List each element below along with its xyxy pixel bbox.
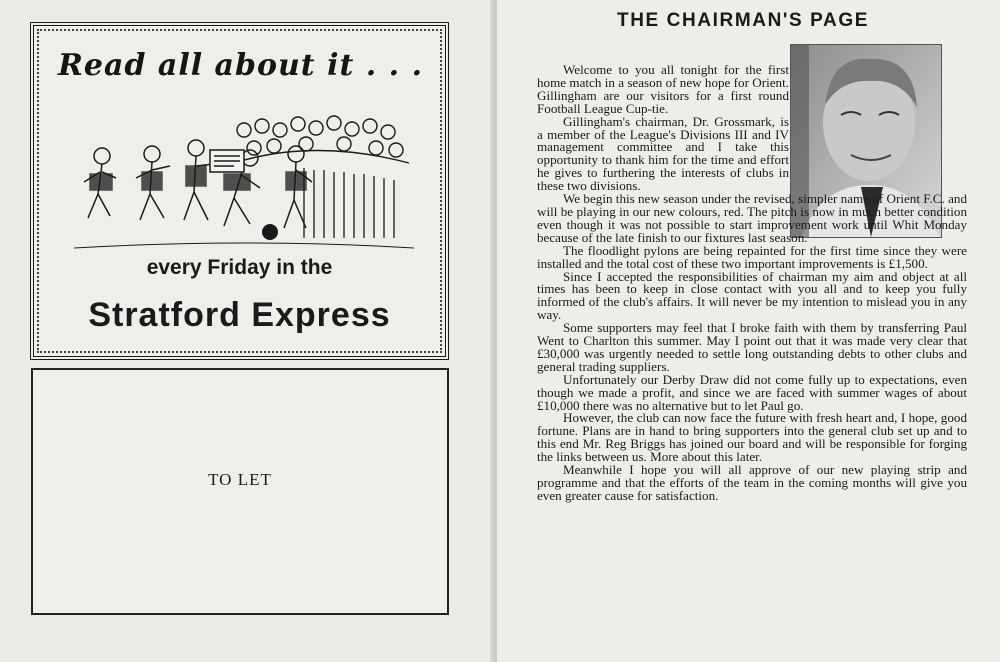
paragraph: The floodlight pylons are being repainted for the first time since they were installed and the total cost of these two important improvements is £1,500. [537,242,967,271]
paragraph: Since I accepted the responsibilities of chairman my aim and object at all times has been to keep in close contact with you all and to keep you fully informed of the club's affairs. It will never be my intention to mislead you in any way. [537,268,967,323]
paragraph: However, the club can now face the future with fresh heart and, I hope, good fortune. Plans are in hand to bring supporters into the general club set up and to this end Mr. Reg Briggs has joined our board and will be responsible for forging the links between us. More about this later. [537,410,967,465]
advert-headline: Read all about it . . . [58,48,424,83]
football-cartoon-illustration [74,108,414,258]
chairman-letter [537,64,967,503]
crowd-heads [234,116,409,163]
football [262,224,278,240]
paragraph: Meanwhile I hope you will all approve of our new playing strip and programme and that the efforts of the team in the coming months will give you even greater cause for satisfaction. [537,462,967,503]
fence [304,168,394,238]
paragraph: We begin this new season under the revised, simpler name of Orient F.C. and will be playing in our new colours, red. The pitch is now in much better condition even though it was not possible to start improvement work until Whit Monday because of the late finish to our fixtures last season. [537,191,967,245]
advert-publication-name: Stratford Express [88,296,391,334]
paragraph: Unfortunately our Derby Draw did not come fully up to expectations, even though we made a profit, and since we are faced with summer wages of about £10,000 there was no alternative but to let Paul go. [537,371,967,413]
page-title: THE CHAIRMAN'S PAGE [617,10,870,31]
right-page [497,0,1000,662]
paragraph: Some supporters may feel that I broke faith with them by transferring Paul Went to Charlton this summer. May I point out that it was made very clear that £30,000 was urgently needed to settle long outstanding debts to other clubs and general trading suppliers. [537,320,967,374]
paragraph: Welcome to you all tonight for the first home match in a season of new hope for Orient. Gillingham are our visitors for a first round Football League Cup-tie. [537,62,789,116]
advert-line-every-friday: every Friday in the [146,256,333,279]
stratford-express-advert [30,22,449,360]
to-let-text: TO LET [208,470,272,489]
left-page [0,0,497,662]
to-let-box [31,368,449,615]
paragraph: Gillingham's chairman, Dr. Grossmark, is a member of the League's Divisions III and IV management committee and I take this opportunity to thank him for the time and effort he gives to furthering the interests of clubs in these two divisions. [537,113,789,194]
